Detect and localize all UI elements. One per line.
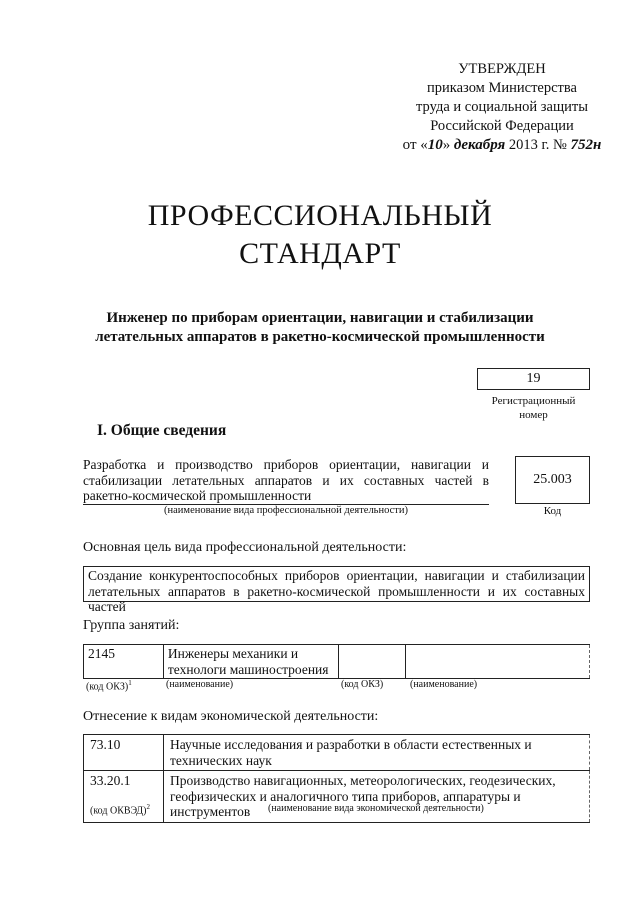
registration-label-line-2: номер [519,409,548,421]
approval-month: декабря [453,137,506,153]
subtitle-line-1: Инженер по приборам ориентации, навигации и стабилизации [106,310,534,326]
okz-code-cell-2 [338,645,406,679]
okz-name-caption-2: (наименование) [410,679,478,690]
okved-name-cell: Производство навигационных, метеорологических, геодезических, геофизических и аналогичного типа приборов, аппаратуры и инструментов [164,771,590,823]
okz-name-cell-2 [406,645,590,679]
occupations-label: Группа занятий: [83,618,180,633]
document-title [0,197,640,273]
okz-name-cell: Инженеры механики и технологи машиностроения [163,645,338,679]
registration-label-line-1: Регистрационный [491,395,576,407]
table-row [84,735,590,771]
okved-code-footnote: 2 [146,803,150,811]
registration-number-box: 19 [477,368,590,390]
goal-label: Основная цель вида профессиональной деятельности: [83,540,407,555]
approval-line-4: Российской Федерации [430,118,574,134]
okved-name-cell: Научные исследования и разработки в области естественных и технических наук [164,735,590,771]
approval-line-2: приказом Министерства [427,80,577,96]
activity-name: Разработка и производство приборов ориентации, навигации и стабилизации летательных аппаратов и их составных частей в ракетно-космической промышленности [83,457,489,503]
standard-subtitle [60,309,580,347]
subtitle-line-2: летательных аппаратов в ракетно-космической промышленности [95,329,545,345]
table-row [84,645,590,679]
approval-line-3: труда и социальной защиты [416,99,588,115]
okved-code-cell: 33.20.1 [84,771,164,823]
okved-name-caption: (наименование вида экономической деятельности) [268,803,484,814]
okved-code-caption [90,803,150,816]
goal-box: Создание конкурентоспособных приборов ориентации, навигации и стабилизации летательных аппаратов в ракетно-космической промышленности и их составных частей [83,566,590,602]
title-line-1: ПРОФЕССИОНАЛЬНЫЙ [147,199,493,232]
okz-name-caption: (наименование) [166,679,234,690]
approval-prefix: от « [402,137,428,153]
approval-quote-close: » [442,137,451,153]
approval-block [392,60,612,155]
approval-day: 10 [427,137,443,153]
title-line-2: СТАНДАРТ [239,237,401,270]
activity-code-label: Код [543,505,562,517]
okz-code-footnote: 1 [128,679,132,687]
okved-code-caption-text: (код ОКВЭД) [90,805,147,817]
approval-year: 2013 г. № [508,137,567,153]
approval-date-line [392,136,612,155]
occupations-table [83,644,590,679]
okz-code-caption-2: (код ОКЗ) [341,679,384,690]
okz-code-cell: 2145 [84,645,164,679]
okz-code-caption [86,679,132,692]
table-row [84,771,590,823]
activity-caption: (наименование вида профессиональной деятельности) [164,505,408,516]
section-title: I. Общие сведения [97,422,227,439]
okved-code-cell: 73.10 [84,735,164,771]
approval-number: 752н [570,137,602,153]
okz-code-caption-text: (код ОКЗ) [86,681,129,693]
registration-number-label [470,394,597,422]
economic-label: Отнесение к видам экономической деятельности: [83,709,379,724]
approval-line-1: УТВЕРЖДЕН [458,61,546,77]
activity-code-box: 25.003 [515,456,590,504]
